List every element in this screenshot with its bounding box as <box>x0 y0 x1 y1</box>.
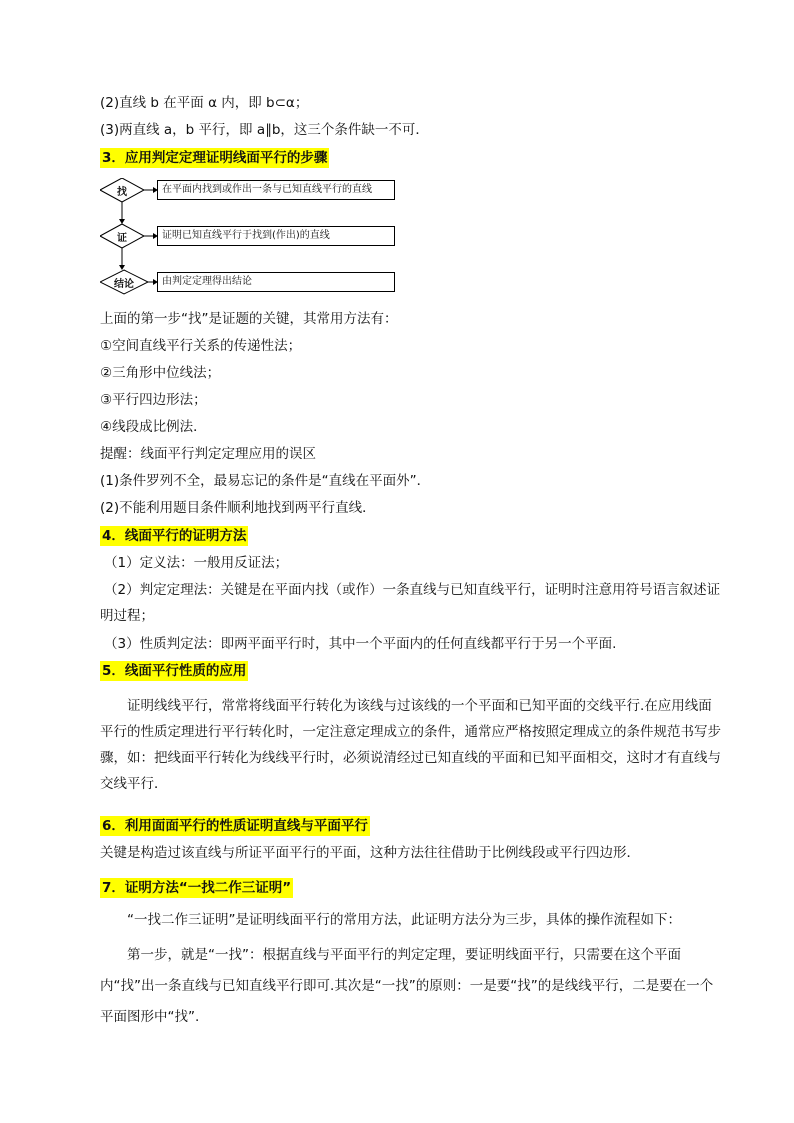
flow-step-label-1: 找 <box>117 187 127 198</box>
method-item-3: ③平行四边形法； <box>100 392 207 408</box>
methods-intro: 上面的第一步“找”是证题的关键，其常用方法有： <box>100 311 398 327</box>
section-7-text-1: “一找二作三证明”是证明线面平行的常用方法，此证明方法分为三步，具体的操作流程如下： <box>127 912 681 928</box>
section-4-item-2: （2）判定定理法：关键是在平面内找（或作）一条直线与已知直线平行，证明时注意用符号语言叙述证明过程； <box>100 582 721 624</box>
method-item-1: ①空间直线平行关系的传递性法； <box>100 338 302 354</box>
section-4-item-3: （3）性质判定法：即两平面平行时，其中一个平面内的任何直线都平行于另一个平面. <box>104 636 617 652</box>
section-6-text: 关键是构造过该直线与所证平面平行的平面，这种方法往往借助于比例线段或平行四边形． <box>100 845 640 861</box>
section-7-heading: 7．证明方法“一找二作三证明” <box>102 880 292 896</box>
section-3-heading: 3．应用判定定理证明线面平行的步骤 <box>102 150 328 166</box>
section-5-text: 证明线线平行，常常将线面平行转化为该线与过该线的一个平面和已知平面的交线平行.在应用线面平行的性质定理进行平行转化时，一定注意定理成立的条件，通常应严格按照定理成立的条件规范书写步骤，如：把线面平行转化为线线平行时，必须说清经过已知直线的平面和已知平面相交，这时才有直线与交线平行． <box>100 698 721 792</box>
section-6-heading: 6．利用面面平行的性质证明直线与平面平行 <box>102 818 368 834</box>
reminder-title: 提醒：线面平行判定定理应用的误区 <box>100 446 316 462</box>
section-7-text-2: 第一步，就是“一找”：根据直线与平面平行的判定定理，要证明线面平行，只需要在这个平面内“找”出一条直线与已知直线平行即可.其次是“一找”的原则：一是要“找”的是线线平行，二是要在一个平面图形中“找”. <box>100 947 714 1025</box>
reminder-item-1: (1)条件罗列不全，最易忘记的条件是“直线在平面外”． <box>100 473 431 489</box>
flow-step-box-2: 证明已知直线平行于找到(作出)的直线 <box>157 226 395 246</box>
flowchart <box>100 178 400 298</box>
flow-step-box-3: 由判定定理得出结论 <box>157 272 395 292</box>
method-item-4: ④线段成比例法． <box>100 419 207 435</box>
section-4-heading: 4．线面平行的证明方法 <box>102 528 247 544</box>
top-line-2: (3)两直线 a，b 平行，即 a∥b，这三个条件缺一不可． <box>100 122 429 138</box>
flow-step-label-3: 结论 <box>114 279 134 290</box>
section-5-heading: 5．线面平行性质的应用 <box>102 663 247 679</box>
flow-step-label-2: 证 <box>117 233 127 244</box>
reminder-item-2: (2)不能利用题目条件顺利地找到两平行直线． <box>100 500 376 516</box>
top-line-1: (2)直线 b 在平面 α 内，即 b⊂α； <box>100 95 309 111</box>
method-item-2: ②三角形中位线法； <box>100 365 221 381</box>
flow-step-box-1: 在平面内找到或作出一条与已知直线平行的直线 <box>157 180 395 200</box>
section-4-item-1: （1）定义法：一般用反证法； <box>104 555 289 571</box>
